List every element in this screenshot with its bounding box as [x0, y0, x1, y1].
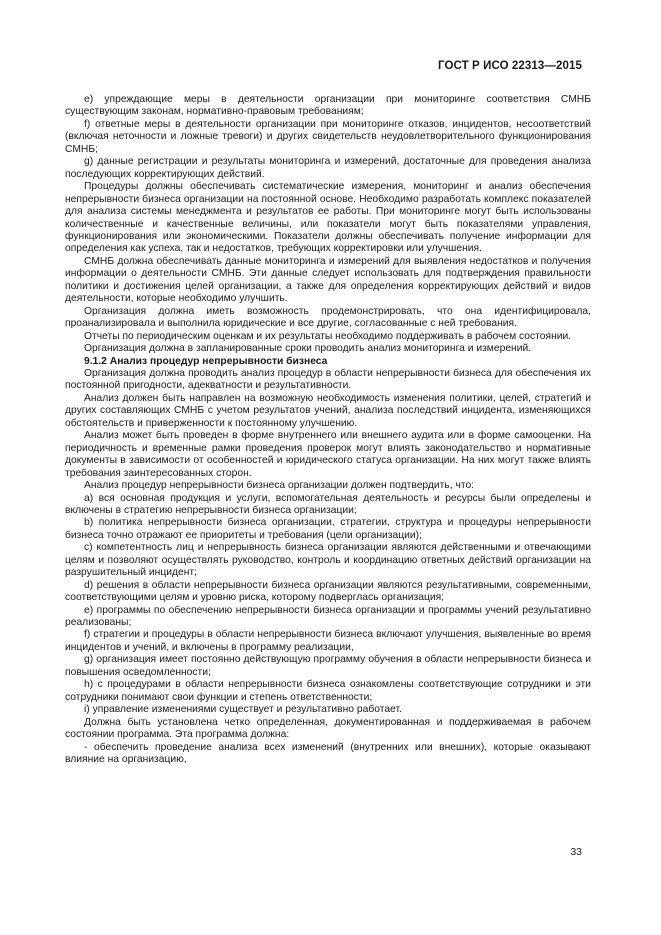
paragraph: Анализ может быть проведен в форме внутреннего или внешнего аудита или в форме самооценки. На периодичность и временные рамки проведения проверок могут влиять законодательство и нормативные документы в зависимости от особенностей и юридического статуса организации. На них могут также влиять требования заинтересованных сторон. — [65, 430, 591, 479]
list-item: i) управление изменениями существует и результативно работает. — [84, 704, 402, 716]
list-item: a) вся основная продукция и услуги, вспомогательная деятельность и ресурсы были определены и включены в стратегию непрерывности бизнеса организации; — [65, 492, 591, 516]
document-header: ГОСТ Р ИСО 22313—2015 — [437, 60, 582, 72]
document-body — [65, 94, 591, 766]
list-item: f) стратегии и процедуры в области непрерывности бизнеса включают улучшения, выявленные во время инцидентов и учений, и включены в программу реализации, — [65, 629, 591, 653]
paragraph: Процедуры должны обеспечивать систематические измерения, мониторинг и анализ обеспечения непрерывности бизнеса организации на постоянной основе. Необходимо разработать комплекс показателей для анализа системы менеджмента и результатов ее работы. При мониторинге могут быть использованы количественные и качественные величины, или показатели могут быть показателями управления, функционирования или экономическими. Показатели должны обеспечивать получение информации для определения как успеха, так и недостатков, требующих корректировки или улучшения. — [65, 181, 591, 255]
paragraph: f) ответные меры в деятельности организации при мониторинге отказов, инцидентов, несоответствий (включая неточности и ложные тревоги) и других свидетельств неудовлетворительного функционирования СМНБ; — [65, 118, 591, 155]
paragraph: Анализ должен быть направлен на возможную необходимость изменения политики, целей, стратегий и других составляющих СМНБ с учетом результатов учений, анализа последствий инцидента, изменяющихся обстоятельств и приверженности к постоянному улучшению. — [65, 392, 591, 429]
list-item: - обеспечить проведение анализа всех изменений (внутренних или внешних), которые оказывают влияние на организацию, — [65, 741, 591, 766]
list-item: c) компетентность лиц и непрерывность бизнеса организации являются действенными и отвечающими целям и позволяют осуществлять руководство, контроль и координацию ответных действий организации на разрушительный инцидент; — [65, 542, 591, 579]
paragraph: СМНБ должна обеспечивать данные мониторинга и измерений для выявления недостатков и получения информации о деятельности СМНБ. Эти данные следует использовать для подтверждения правильности политики и достижения целей организации, а также для определения корректирующих действий и видов деятельности, которые необходимо улучшить. — [65, 255, 591, 305]
paragraph: Анализ процедур непрерывности бизнеса организации должен подтвердить, что: — [84, 480, 475, 492]
paragraph: g) данные регистрации и результаты мониторинга и измерений, достаточные для проведения анализа последующих корректирующих действий. — [65, 156, 591, 180]
list-item: e) программы по обеспечению непрерывности бизнеса организации и программы учений результативно реализованы; — [65, 604, 591, 629]
paragraph: Организация должна в запланированные сроки проводить анализ мониторинга и измерений. — [84, 343, 532, 355]
paragraph: Отчеты по периодическим оценкам и их результаты необходимо поддерживать в рабочем состоянии. — [84, 330, 572, 342]
section-heading: 9.1.2 Анализ процедур непрерывности бизнеса — [84, 355, 328, 367]
page-number: 33 — [570, 846, 582, 858]
list-item: h) с процедурами в области непрерывности бизнеса ознакомлены соответствующие сотрудники и эти сотрудники понимают свои функции и степень ответственности; — [65, 679, 591, 703]
list-item: g) организация имеет постоянно действующую программу обучения в области непрерывности бизнеса и повышения осведомленности; — [65, 654, 591, 678]
list-item: b) политика непрерывности бизнеса организации, стратегии, структура и процедуры непрерывности бизнеса точно отражают ее приоритеты и требования (цели организации); — [65, 517, 591, 541]
paragraph: Должна быть установлена четко определенная, документированная и поддерживаемая в рабочем состоянии программа. Эта программа должна: — [65, 716, 591, 741]
paragraph: Организация должна проводить анализ процедур в области непрерывности бизнеса для обеспечения их постоянной пригодности, адекватности и результативности. — [65, 367, 591, 392]
paragraph: Организация должна иметь возможность продемонстрировать, что она идентифицировала, проанализировала и выполнила юридические и все другие, согласованные с ней требования. — [65, 305, 591, 330]
paragraph: e) упреждающие меры в деятельности организации при мониторинге соответствия СМНБ существующим законам, нормативно-правовым требованиям; — [65, 94, 591, 118]
list-item: d) решения в области непрерывности бизнеса организации являются результативными, современными, соответствующими целям и уровню риска, которому подверглась организация; — [65, 579, 591, 604]
